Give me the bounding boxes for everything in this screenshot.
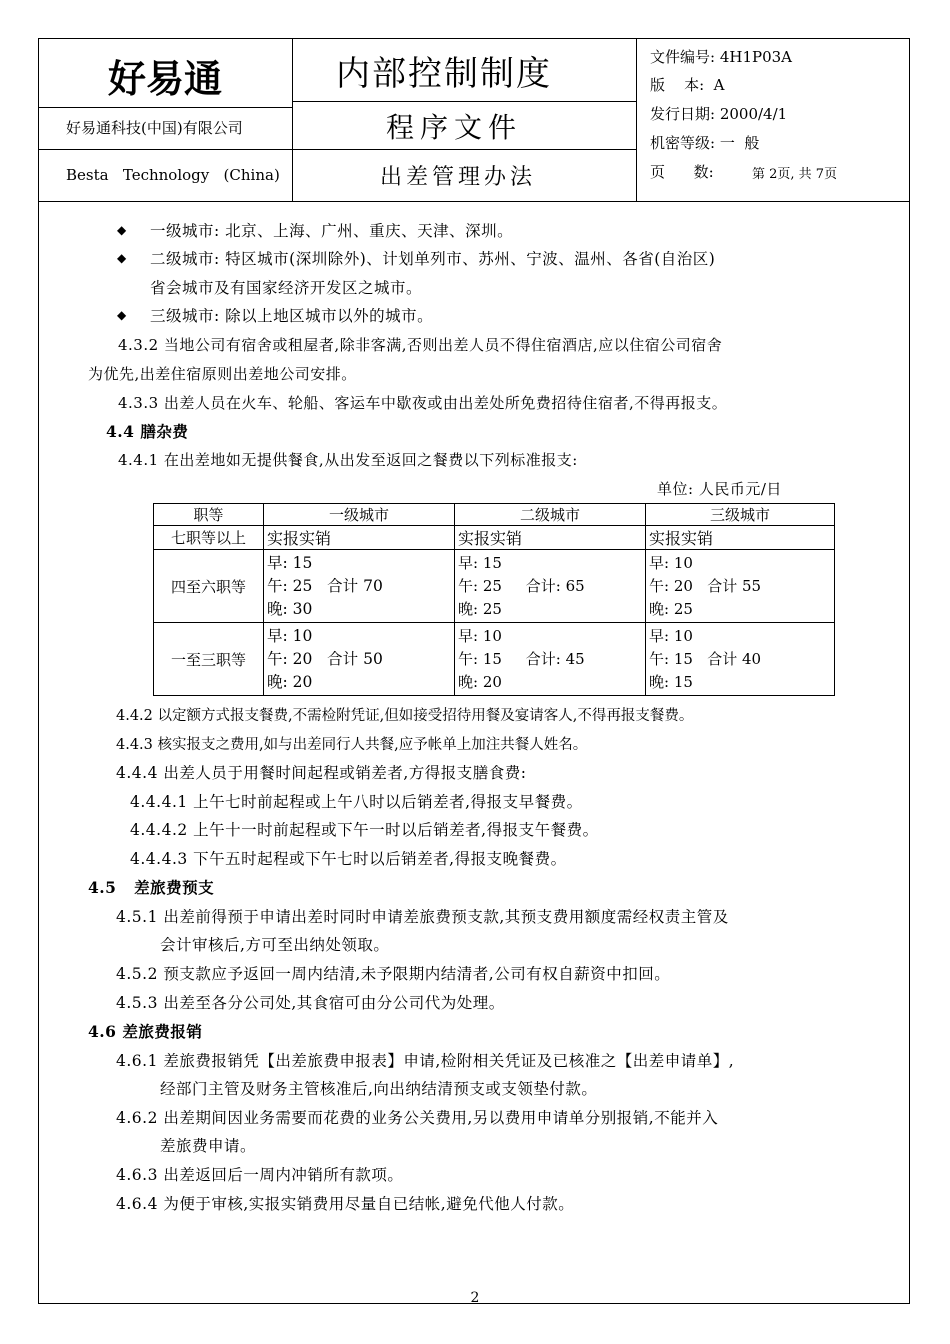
meal-line: 早: 10 [649, 626, 693, 645]
clause-4-5-2: 4.5.2 预支款应予返回一周内结清,未予限期内结清者,公司有权自薪资中扣回。 [116, 965, 671, 983]
table-cell: 实报实销 [264, 526, 455, 550]
doc-issue-date: 发行日期: 2000/4/1 [650, 105, 788, 123]
city-tier-1: 一级城市: 北京、上海、广州、重庆、天津、深圳。 [150, 222, 514, 240]
meal-line: 午: 15 合计 40 [649, 649, 762, 668]
meal-line: 晚: 20 [267, 672, 313, 691]
meal-allowance-table [153, 503, 835, 696]
doc-title-main: 内部控制制度 [336, 54, 552, 94]
bullet-icon: ◆ [117, 251, 127, 265]
table-cell [455, 550, 646, 623]
grade-cell: 一至三职等 [154, 623, 264, 696]
meal-line: 晚: 30 [267, 599, 313, 618]
table-header-cell: 三级城市 [646, 504, 835, 526]
clause-4-3-2: 4.3.2 当地公司有宿舍或租屋者,除非客满,否则出差人员不得住宿酒店,应以住宿公司宿舍 [118, 336, 723, 354]
clause-4-4-4-3: 4.4.4.3 下午五时起程或下午七时以后销差者,得报支晚餐费。 [130, 850, 567, 868]
meal-line: 午: 25 合计 70 [267, 576, 383, 595]
section-4-5-heading: 4.5 差旅费预支 [88, 878, 215, 897]
meal-line: 晚: 20 [458, 672, 502, 691]
table-cell [646, 623, 835, 696]
section-4-6-heading: 4.6 差旅费报销 [88, 1022, 203, 1041]
meal-line: 午: 15 合计: 45 [458, 649, 585, 668]
meal-line: 午: 20 合计 50 [267, 649, 383, 668]
header-divider-right [636, 38, 637, 202]
meal-line: 晚: 25 [458, 599, 502, 618]
doc-pages-label: 页 数: [650, 163, 714, 181]
table-cell [264, 550, 455, 623]
clause-4-6-2: 4.6.2 出差期间因业务需要而花费的业务公关费用,另以费用申请单分别报销,不能并入 [116, 1109, 719, 1127]
page-number: 2 [470, 1290, 480, 1306]
meal-line: 午: 20 合计 55 [649, 576, 762, 595]
header-rule-mid-2 [292, 149, 636, 150]
clause-4-5-1-cont: 会计审核后,方可至出纳处领取。 [160, 936, 390, 954]
clause-4-6-3: 4.6.3 出差返回后一周内冲销所有款项。 [116, 1166, 404, 1184]
clause-4-3-3: 4.3.3 出差人员在火车、轮船、客运车中歇夜或由出差处所免费招待住宿者,不得再报支。 [118, 394, 728, 412]
bullet-icon: ◆ [117, 308, 127, 322]
doc-secrecy-level: 机密等级: 一 般 [650, 134, 760, 152]
table-header-cell: 二级城市 [455, 504, 646, 526]
clause-4-4-4-1: 4.4.4.1 上午七时前起程或上午八时以后销差者,得报支早餐费。 [130, 793, 583, 811]
clause-4-4-3: 4.4.3 核实报支之费用,如与出差同行人共餐,应予帐单上加注共餐人姓名。 [116, 737, 588, 753]
table-cell [455, 623, 646, 696]
meal-line: 早: 10 [267, 626, 313, 645]
meal-line: 晚: 15 [649, 672, 693, 691]
company-name-en: Besta Technology (China) [66, 166, 280, 184]
doc-version: 版 本: A [650, 76, 725, 94]
doc-pages-value: 第 2页, 共 7页 [752, 167, 838, 182]
meal-line: 早: 10 [458, 626, 502, 645]
table-unit-label: 单位: 人民币元/日 [657, 480, 782, 498]
table-cell [264, 623, 455, 696]
header-rule-mid [292, 101, 636, 102]
clause-4-4-4-2: 4.4.4.2 上午十一时前起程或下午一时以后销差者,得报支午餐费。 [130, 821, 599, 839]
clause-4-4-4: 4.4.4 出差人员于用餐时间起程或销差者,方得报支膳食费: [116, 764, 527, 782]
meal-line: 早: 10 [649, 553, 693, 572]
header-rule-left-2 [38, 149, 292, 150]
city-tier-2-cont: 省会城市及有国家经济开发区之城市。 [150, 279, 423, 297]
meal-line: 早: 15 [458, 553, 502, 572]
city-tier-2: 二级城市: 特区城市(深圳除外)、计划单列市、苏州、宁波、温州、各省(自治区) [150, 250, 716, 268]
grade-cell: 四至六职等 [154, 550, 264, 623]
table-header-cell: 一级城市 [264, 504, 455, 526]
table-row [154, 550, 835, 623]
meal-line: 晚: 25 [649, 599, 693, 618]
header-bottom-rule [38, 201, 910, 202]
doc-number: 文件编号: 4H1P03A [650, 48, 793, 66]
table-row [154, 623, 835, 696]
table-cell: 实报实销 [455, 526, 646, 550]
section-4-4-heading: 4.4 膳杂费 [106, 422, 189, 441]
clause-4-4-2: 4.4.2 以定额方式报支餐费,不需检附凭证,但如接受招待用餐及宴请客人,不得再报支餐费。 [116, 708, 694, 724]
meal-line: 早: 15 [267, 553, 313, 572]
header-rule-left [38, 107, 292, 108]
clause-4-6-1-cont: 经部门主管及财务主管核准后,向出纳结清预支或支领垫付款。 [160, 1080, 598, 1098]
table-row [154, 526, 835, 550]
clause-4-5-3: 4.5.3 出差至各分公司处,其食宿可由分公司代为处理。 [116, 994, 505, 1012]
bullet-icon: ◆ [117, 223, 127, 237]
table-cell: 实报实销 [646, 526, 835, 550]
doc-title-type: 程序文件 [386, 111, 523, 144]
city-tier-3: 三级城市: 除以上地区城市以外的城市。 [150, 307, 434, 325]
grade-cell: 七职等以上 [154, 526, 264, 550]
table-header-cell: 职等 [154, 504, 264, 526]
company-name-cn: 好易通科技(中国)有限公司 [66, 119, 243, 137]
clause-4-6-4: 4.6.4 为便于审核,实报实销费用尽量自已结帐,避免代他人付款。 [116, 1195, 575, 1213]
company-logo: 好易通 [108, 57, 223, 101]
table-header-row [154, 504, 835, 526]
doc-title-subject: 出差管理办法 [380, 165, 537, 190]
clause-4-6-1: 4.6.1 差旅费报销凭【出差旅费申报表】申请,检附相关凭证及已核准之【出差申请单】, [116, 1052, 735, 1070]
header-divider-left [292, 38, 293, 202]
meal-line: 午: 25 合计: 65 [458, 576, 585, 595]
clause-4-4-1: 4.4.1 在出差地如无提供餐食,从出发至返回之餐费以下列标准报支: [118, 451, 578, 469]
table-cell [646, 550, 835, 623]
clause-4-3-2-cont: 为优先,出差住宿原则出差地公司安排。 [88, 365, 357, 383]
clause-4-5-1: 4.5.1 出差前得预于申请出差时同时申请差旅费预支款,其预支费用额度需经权责主管及 [116, 908, 729, 926]
clause-4-6-2-cont: 差旅费申请。 [160, 1137, 257, 1155]
